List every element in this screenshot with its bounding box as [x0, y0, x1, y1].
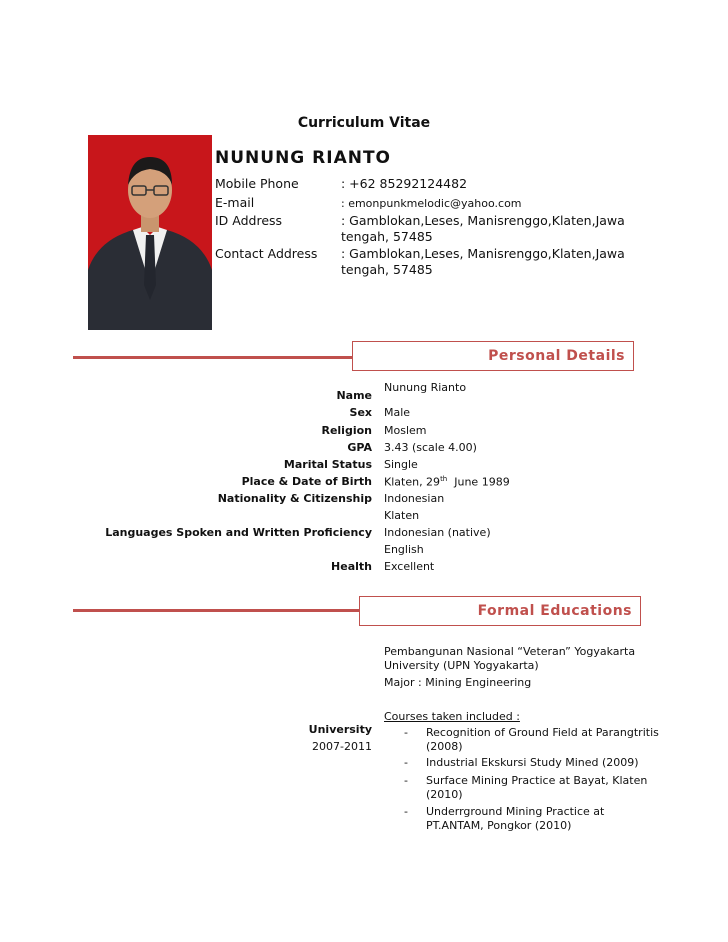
list-item: Surface Mining Practice at Bayat, Klaten (2010) — [426, 774, 648, 801]
candidate-name: NUNUNG RIANTO — [215, 148, 392, 168]
education-major: Major : Mining Engineering — [384, 676, 532, 689]
list-bullet: - — [404, 774, 408, 787]
document-title: Curriculum Vitae — [297, 115, 431, 131]
profile-photo — [88, 135, 212, 330]
list-item: Industrial Ekskursi Study Mined (2009) — [426, 756, 639, 769]
contact-value-email: : emonpunkmelodic@yahoo.com — [341, 197, 522, 210]
label-gpa: GPA — [347, 441, 372, 454]
value-language: Indonesian (native) — [384, 526, 491, 539]
contact-value-id-address: : Gamblokan,Leses, Manisrenggo,Klaten,Jawa tengah, 57485 — [341, 213, 625, 244]
label-religion: Religion — [321, 424, 372, 437]
section-header-personal: Personal Details — [352, 341, 634, 371]
value-name: Nunung Rianto — [384, 381, 467, 394]
contact-label-mobile: Mobile Phone — [215, 176, 299, 191]
courses-heading: Courses taken included : — [384, 710, 520, 723]
value-language: English — [384, 543, 424, 556]
person-portrait-image — [88, 135, 212, 330]
value-religion: Moslem — [384, 424, 427, 437]
label-nationality: Nationality & Citizenship — [217, 492, 372, 505]
education-years: 2007-2011 — [312, 740, 372, 753]
label-health: Health — [331, 560, 372, 573]
list-item: Recognition of Ground Field at Parangtritis (2008) — [426, 726, 659, 753]
label-languages: Languages Spoken and Written Proficiency — [105, 526, 372, 539]
value-birthplace-extra: Klaten — [384, 509, 420, 522]
value-nationality: Indonesian — [384, 492, 445, 505]
section-divider-line — [73, 356, 353, 359]
contact-value-mobile: : +62 85292124482 — [341, 176, 468, 191]
birth-date-rest: June 1989 — [447, 475, 510, 489]
label-place-date-birth: Place & Date of Birth — [241, 475, 372, 488]
section-header-education: Formal Educations — [359, 596, 641, 626]
contact-label-contact-address: Contact Address — [215, 246, 318, 261]
value-place-date-birth — [384, 475, 510, 489]
list-bullet: - — [404, 726, 408, 739]
contact-label-email: E-mail — [215, 195, 255, 210]
birth-date-day: Klaten, 29 — [384, 475, 441, 489]
label-name: Name — [336, 389, 372, 402]
list-item: Underrground Mining Practice at PT.ANTAM, Pongkor (2010) — [426, 805, 605, 832]
birth-date-suffix: th — [440, 475, 448, 483]
contact-value-contact-address: : Gamblokan,Leses, Manisrenggo,Klaten,Jawa tengah, 57485 — [341, 246, 625, 277]
label-marital-status: Marital Status — [283, 458, 372, 471]
section-divider-line — [73, 609, 360, 612]
education-institution: Pembangunan Nasional “Veteran” Yogyakarta University (UPN Yogyakarta) — [384, 645, 636, 672]
contact-label-id-address: ID Address — [215, 213, 283, 228]
label-sex: Sex — [349, 406, 372, 419]
value-health: Excellent — [384, 560, 435, 573]
value-gpa: 3.43 (scale 4.00) — [384, 441, 477, 454]
list-bullet: - — [404, 805, 408, 818]
value-marital-status: Single — [384, 458, 418, 471]
list-bullet: - — [404, 756, 408, 769]
education-level: University — [308, 723, 372, 736]
value-sex: Male — [384, 406, 411, 419]
